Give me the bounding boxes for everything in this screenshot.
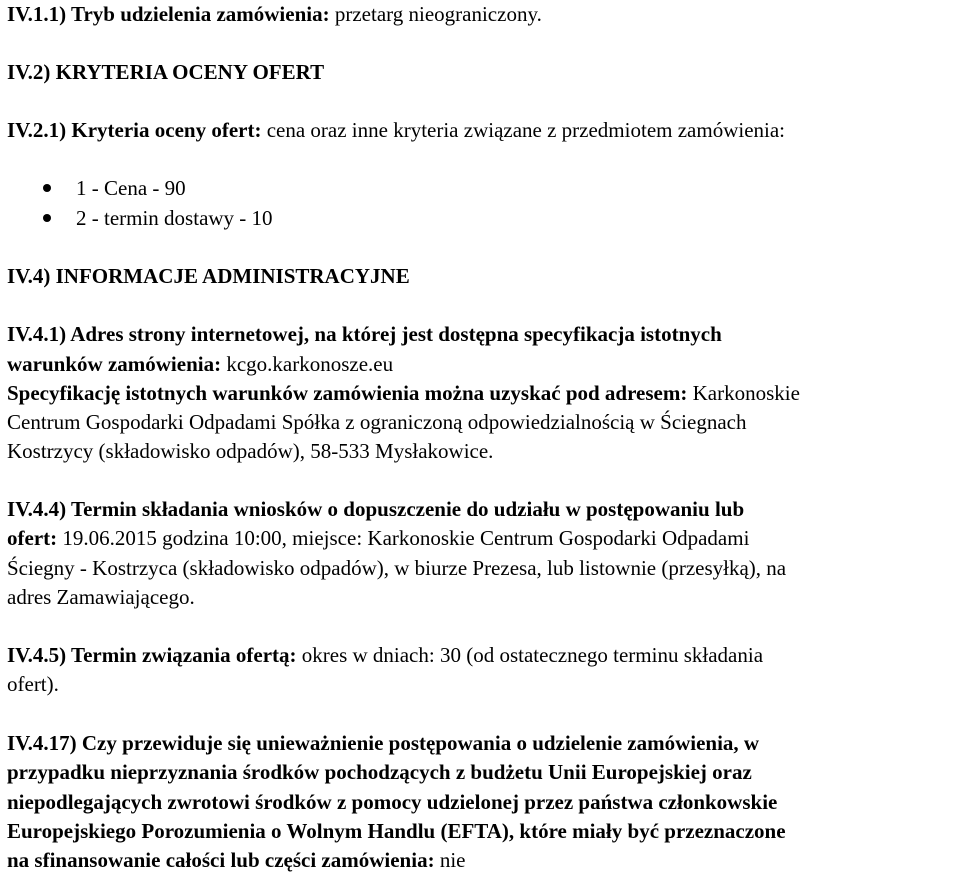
section-iv-4-17-line-3 [7, 790, 777, 814]
section-heading: IV.4.4) Termin składania wniosków o dopuszczenie do udziału w postępowaniu lub [7, 497, 745, 521]
section-value: przetarg nieograniczony. [329, 2, 542, 26]
section-iv-4-1-heading [7, 322, 722, 346]
spec-value: Karkonoskie [687, 381, 800, 405]
section-heading-cont: przypadku nieprzyznania środków pochodzących z budżetu Unii Europejskiej oraz [7, 760, 752, 784]
spec-url: kcgo.karkonosze.eu [221, 352, 394, 376]
section-heading: IV.4.17) Czy przewiduje się unieważnienie postępowania o udzielenie zamówienia, w [7, 731, 760, 755]
section-heading: IV.2) KRYTERIA OCENY OFERT [7, 60, 325, 84]
spec-address-line-2: Centrum Gospodarki Odpadami Spółka z ograniczoną odpowiedzialnością w Ściegnach [7, 410, 747, 434]
section-heading: IV.1.1) Tryb udzielenia zamówienia: [7, 2, 330, 26]
section-iv-4-4-heading [7, 497, 744, 521]
section-heading-cont: na sfinansowanie całości lub części zamówienia: [7, 848, 435, 872]
section-iv-4 [7, 264, 410, 288]
section-heading: IV.4.5) Termin związania ofertą: [7, 643, 297, 667]
section-iv-4-4-line-4: adres Zamawiającego. [7, 585, 195, 609]
section-iv-4-1-url-line [7, 352, 393, 376]
section-iv-4-4-line-3: Ściegny - Kostrzyca (składowisko odpadów), w biurze Prezesa, lub listownie (przesyłką), na [7, 556, 787, 580]
criteria-item: 1 - Cena - 90 [76, 176, 186, 200]
criteria-item: 2 - termin dostawy - 10 [76, 206, 273, 230]
section-value: cena oraz inne kryteria związane z przedmiotem zamówienia: [261, 118, 786, 142]
section-iv-4-17-line-2 [7, 760, 752, 784]
section-heading-cont: niepodlegających zwrotowi środków z pomocy udzielonej przez państwa członkowskie [7, 790, 778, 814]
section-iv-4-4-line-2 [7, 526, 749, 550]
section-iv-4-5 [7, 643, 763, 667]
bullet-icon [43, 214, 51, 222]
section-heading-cont: Europejskiego Porozumienia o Wolnym Handlu (EFTA), które miały być przeznaczone [7, 819, 786, 843]
bullet-icon [43, 184, 51, 192]
section-heading: IV.4.1) Adres strony internetowej, na której jest dostępna specyfikacja istotnych [7, 322, 722, 346]
section-iv-4-17-line-1 [7, 731, 759, 755]
section-value: 19.06.2015 godzina 10:00, miejsce: Karkonoskie Centrum Gospodarki Odpadami [57, 526, 750, 550]
spec-address-line-1 [7, 381, 800, 405]
section-iv-2 [7, 60, 324, 84]
section-heading-cont: ofert: [7, 526, 58, 550]
section-iv-4-5-line-2: ofert). [7, 672, 59, 696]
spec-label: Specyfikację istotnych warunków zamówienia można uzyskać pod adresem: [7, 381, 688, 405]
section-iv-2-1 [7, 118, 785, 142]
section-heading: IV.2.1) Kryteria oceny ofert: [7, 118, 262, 142]
section-iv-4-17-line-5 [7, 848, 465, 872]
section-heading-cont: warunków zamówienia: [7, 352, 222, 376]
section-heading: IV.4) INFORMACJE ADMINISTRACYJNE [7, 264, 410, 288]
section-iv-1-1 [7, 2, 542, 26]
section-iv-4-17-line-4 [7, 819, 786, 843]
spec-address-line-3: Kostrzycy (składowisko odpadów), 58-533 Mysłakowice. [7, 439, 494, 463]
section-answer: nie [434, 848, 466, 872]
section-value: okres w dniach: 30 (od ostatecznego terminu składania [296, 643, 764, 667]
